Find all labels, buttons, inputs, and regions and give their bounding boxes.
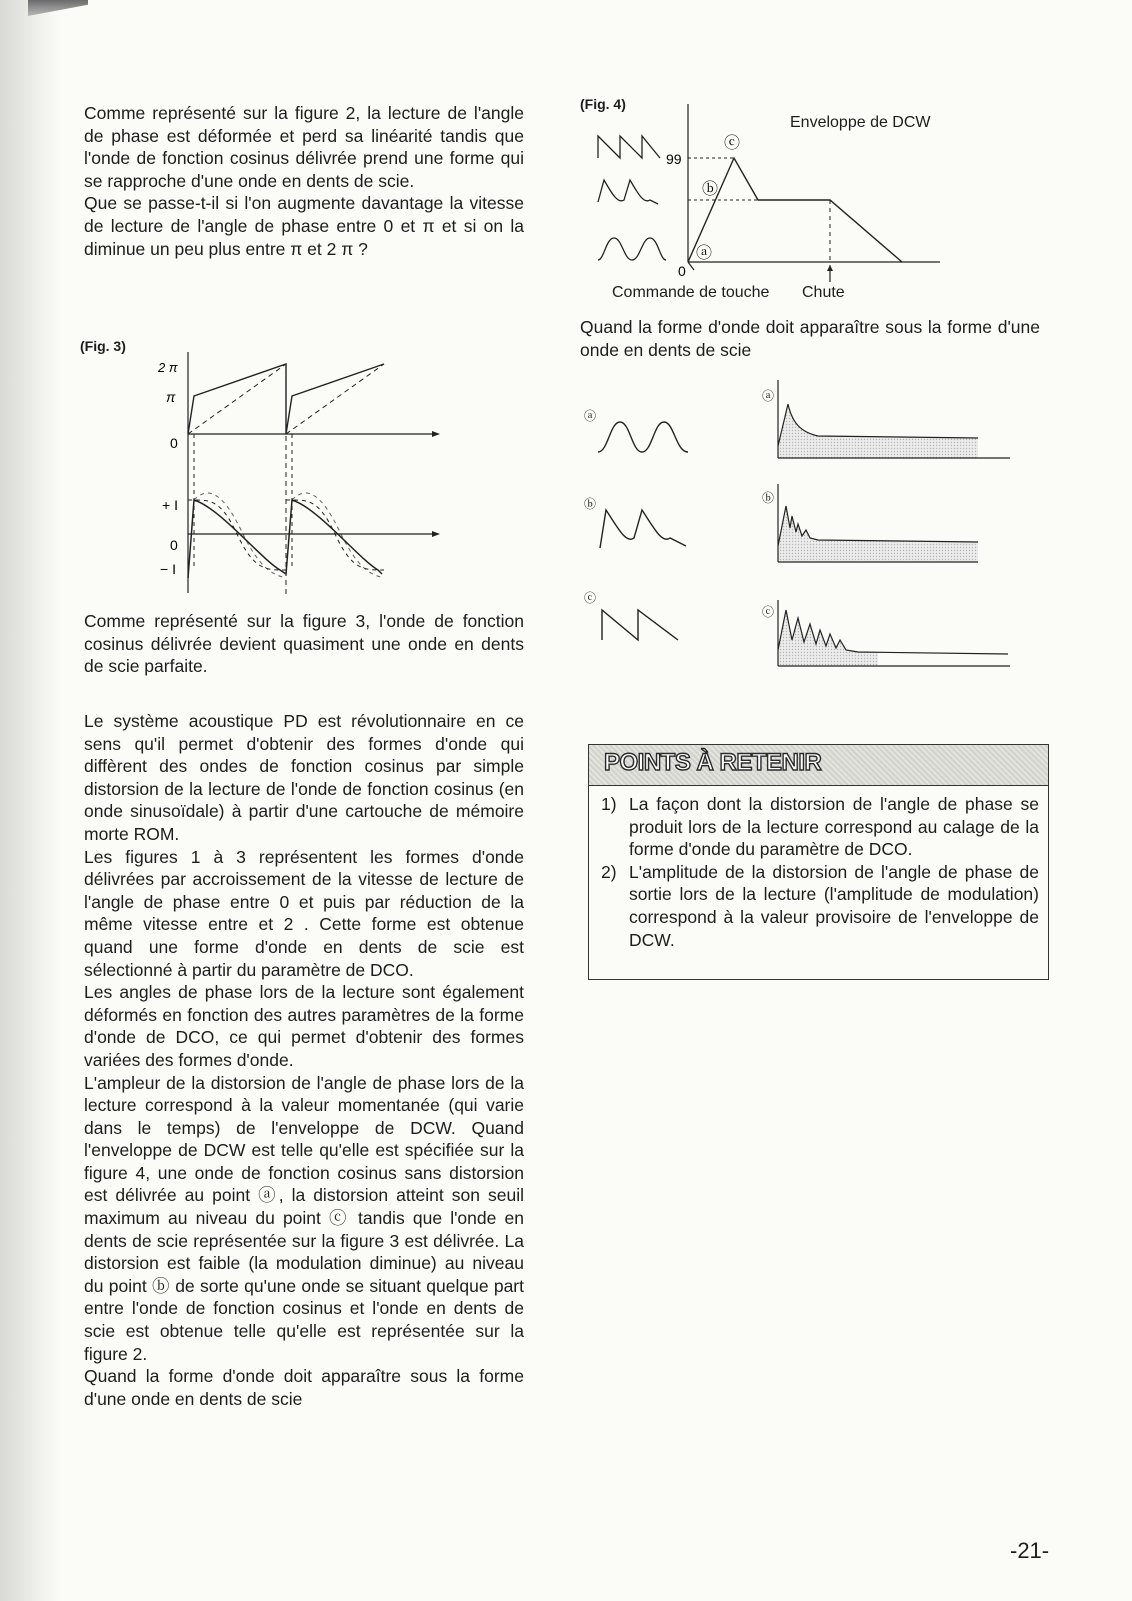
points-to-remember-box (588, 744, 1049, 980)
point-text: La façon dont la distorsion de l'angle de phase se produit lors de la lecture correspond au calage de la forme d'onde du paramètre de DCO. (629, 794, 1039, 860)
wave-label-c: ⓒ (584, 591, 597, 605)
fig4-wave-cosine-icon (598, 238, 666, 260)
fig3-caption: Comme représenté sur la figure 3, l'onde de fonction cosinus délivrée devient quasiment une onde en dents de scie parfaite. (84, 611, 524, 677)
wave-a-cosine (598, 422, 688, 452)
fig4-label: (Fig. 4) (580, 96, 626, 112)
fig3-tick-zero-bottom: 0 (170, 537, 178, 553)
spectrum-label-c: ⓒ (762, 605, 775, 619)
fig4-origin: 0 (678, 263, 686, 279)
spectrum-a (778, 404, 978, 458)
wave-label-b: ⓑ (584, 497, 597, 511)
body-text: Le système acoustique PD est révolutionnaire en ce sens qu'il permet d'obtenir des formes d'onde qui diffèrent des ondes de fonction cosinus par simple distorsion de la lecture de l'onde de fonction cosinus (en onde sinusoïdale) à partir d'une cartouche de mémoire morte ROM. Les figures 1 à 3 représentent les formes d'onde délivrées par accroissement de la vitesse de lecture de l'angle de phase entre 0 et puis par réduction de la même vitesse entre et 2 . Cette forme est obtenue quand une forme d'onde en dents de scie est sélectionné à partir du paramètre de DCO. Les angles de phase lors de la lecture sont également déformés en fonction des autres paramètres de la forme d'onde de DCO, ce qui permet d'obtenir des formes variées des formes d'onde. L'ampleur de la distorsion de l'angle de phase lors de la lecture correspond à la valeur momentanée (qui varie dans le temps) de l'enveloppe de DCW. Quand l'enveloppe de DCW est telle qu'elle est spécifiée sur la figure 4, une onde de fonction cosinus sans distorsion est délivrée au point ⓐ, la distorsion atteint son seuil maximum au niveau du point ⓒ tandis que l'onde en dents de scie représentée sur la figure 3 est délivrée. La distorsion est faible (la modulation diminue) au niveau du point ⓑ de sorte qu'une onde se situant quelque part entre l'onde de fonction cosinus et l'onde en dents de scie est obtenue telle qu'elle est représentée sur la figure 2. Quand la forme d'onde doit apparaître sous la forme d'une onde en dents de scie (84, 711, 524, 1409)
fig4-envelope-label: Enveloppe de DCW (790, 114, 931, 131)
fig4-envelope-diagram (590, 100, 950, 285)
list-item (601, 861, 1039, 951)
wave-c-sawtooth (602, 610, 678, 640)
fig3-tick-plus-one: + I (162, 497, 178, 513)
wave-label-a: ⓐ (584, 409, 597, 423)
fig3-tick-minus-one: − I (160, 561, 176, 577)
page-number: -21- (1010, 1538, 1050, 1563)
scan-binding-shadow (0, 0, 62, 1601)
points-list (601, 793, 1039, 951)
spectrum-label-a: ⓐ (762, 389, 775, 403)
intro-paragraph: Comme représenté sur la figure 2, la lecture de l'angle de phase est déformée et perd sa linéarité tandis que l'onde de fonction cosinus délivrée prend une forme qui se rapproche d'une onde en dents de scie. Que se passe-t-il si l'on augmente davantage la vitesse de lecture de l'angle de phase entre 0 et π et si on la diminue un peu plus entre π et 2 π ? (84, 103, 524, 259)
points-title: POINTS À RETENIR (604, 749, 822, 776)
fig4-point-c: ⓒ (724, 135, 741, 152)
point-text: L'amplitude de la distorsion de l'angle de phase de sortie lors de la lecture (l'amplitude de modulation) correspond à la valeur provisoire de l'enveloppe de DCW. (629, 861, 1039, 950)
fig4-point-a: ⓐ (696, 245, 713, 262)
fig3-tick-2pi: 2 π (158, 360, 178, 375)
fig4-envelope-curve (688, 158, 902, 262)
fig3-label: (Fig. 3) (80, 338, 126, 354)
fig3-tick-zero-top: 0 (170, 435, 178, 451)
fig4-point-b: ⓑ (702, 181, 719, 198)
wave-b-mid (600, 510, 686, 548)
spectrum-label-b: ⓑ (762, 491, 775, 505)
fig4-wave-mid-icon (598, 180, 658, 204)
list-item (601, 793, 1039, 861)
waveforms-and-spectra (578, 378, 1028, 678)
fig4-key-on-label: Commande de touche (612, 284, 770, 301)
fig3-output-sawtooth (188, 500, 382, 578)
points-header (589, 745, 1048, 786)
fig3-phase-diagram (150, 338, 450, 598)
fig4-value-99: 99 (666, 151, 682, 167)
point-number: 2) (601, 861, 617, 882)
fig4-caption: Quand la forme d'onde doit apparaître sous la forme d'une onde en dents de scie (580, 317, 1040, 360)
point-number: 1) (601, 794, 617, 814)
fig3-tick-pi: π (166, 389, 176, 405)
fig4-release-label: Chute (802, 284, 845, 301)
fig4-wave-sawtooth-icon (598, 136, 660, 158)
